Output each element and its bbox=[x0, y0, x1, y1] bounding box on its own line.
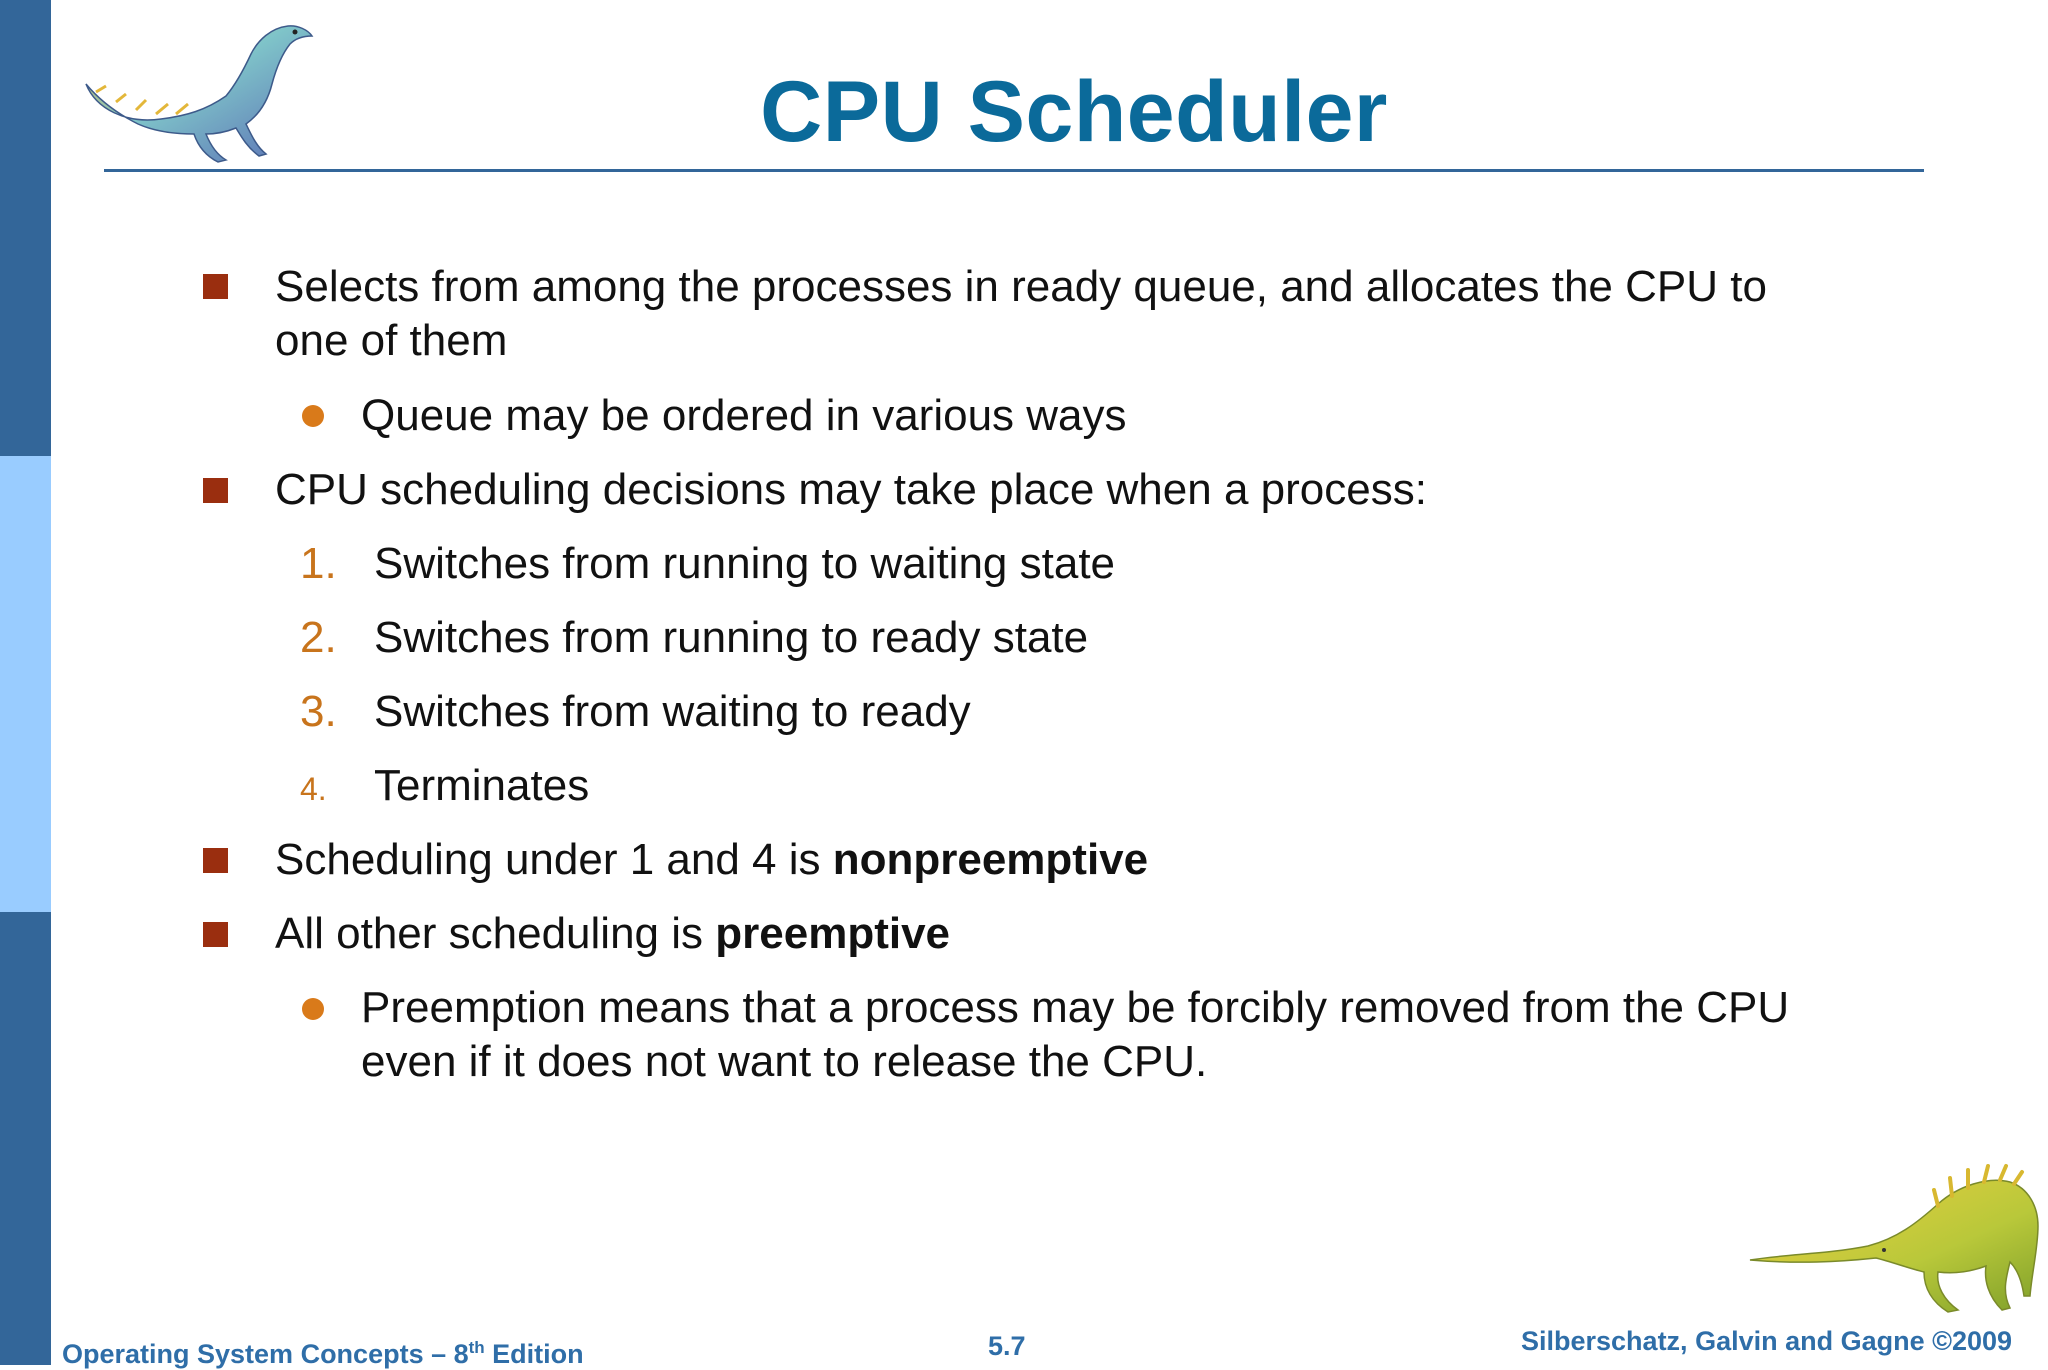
bullet-4-prefix: All other scheduling is bbox=[275, 909, 716, 958]
bullet-4-bold-term: preemptive bbox=[715, 909, 951, 958]
numbered-item-1-number: 1. bbox=[300, 539, 337, 588]
square-bullet-icon bbox=[203, 478, 228, 503]
left-band-middle bbox=[0, 456, 51, 912]
footer-page-number: 5.7 bbox=[988, 1331, 1026, 1361]
bullet-3-text bbox=[275, 833, 1148, 887]
bullet-4-text bbox=[275, 907, 950, 961]
title-divider bbox=[104, 169, 1924, 172]
bullet-3-prefix: Scheduling under 1 and 4 is bbox=[275, 835, 833, 884]
round-bullet-icon bbox=[302, 405, 324, 427]
bullet-1-line-2: one of them bbox=[275, 316, 508, 365]
square-bullet-icon bbox=[203, 274, 228, 299]
footer-title-suffix: Edition bbox=[484, 1339, 584, 1369]
numbered-item-2-text: Switches from running to ready state bbox=[374, 613, 1089, 662]
square-bullet-icon bbox=[203, 922, 228, 947]
slide-title: CPU Scheduler bbox=[760, 64, 1388, 160]
sub-bullet-queue-order: Queue may be ordered in various ways bbox=[361, 391, 1127, 440]
numbered-item-1-text: Switches from running to waiting state bbox=[374, 539, 1116, 588]
square-bullet-icon bbox=[203, 848, 228, 873]
footer-authors: Silberschatz, Galvin and Gagne ©2009 bbox=[1521, 1326, 2013, 1356]
numbered-item-3-number: 3. bbox=[300, 687, 337, 736]
footer-title-prefix: Operating System Concepts – 8 bbox=[62, 1339, 469, 1369]
numbered-item-2-number: 2. bbox=[300, 613, 337, 662]
bullet-1-line-1: Selects from among the processes in ready queue, and allocates the CPU to bbox=[275, 262, 1767, 311]
bullet-2-text: CPU scheduling decisions may take place when a process: bbox=[275, 465, 1427, 514]
round-bullet-icon bbox=[302, 998, 324, 1020]
numbered-item-3-text: Switches from waiting to ready bbox=[374, 687, 971, 736]
footer-title-sup: th bbox=[468, 1338, 485, 1357]
left-band-bottom bbox=[0, 912, 51, 1365]
numbered-item-4-number: 4. bbox=[300, 771, 327, 807]
sub-bullet-preemption-line-1: Preemption means that a process may be forcibly removed from the CPU bbox=[361, 983, 1790, 1032]
footer-book-title bbox=[62, 1332, 584, 1370]
bullet-3-bold-term: nonpreemptive bbox=[832, 835, 1149, 884]
numbered-item-4-text: Terminates bbox=[374, 761, 590, 810]
sub-bullet-preemption-line-2: even if it does not want to release the CPU. bbox=[361, 1037, 1208, 1086]
dinosaur-crawling-icon bbox=[1748, 1162, 2043, 1322]
